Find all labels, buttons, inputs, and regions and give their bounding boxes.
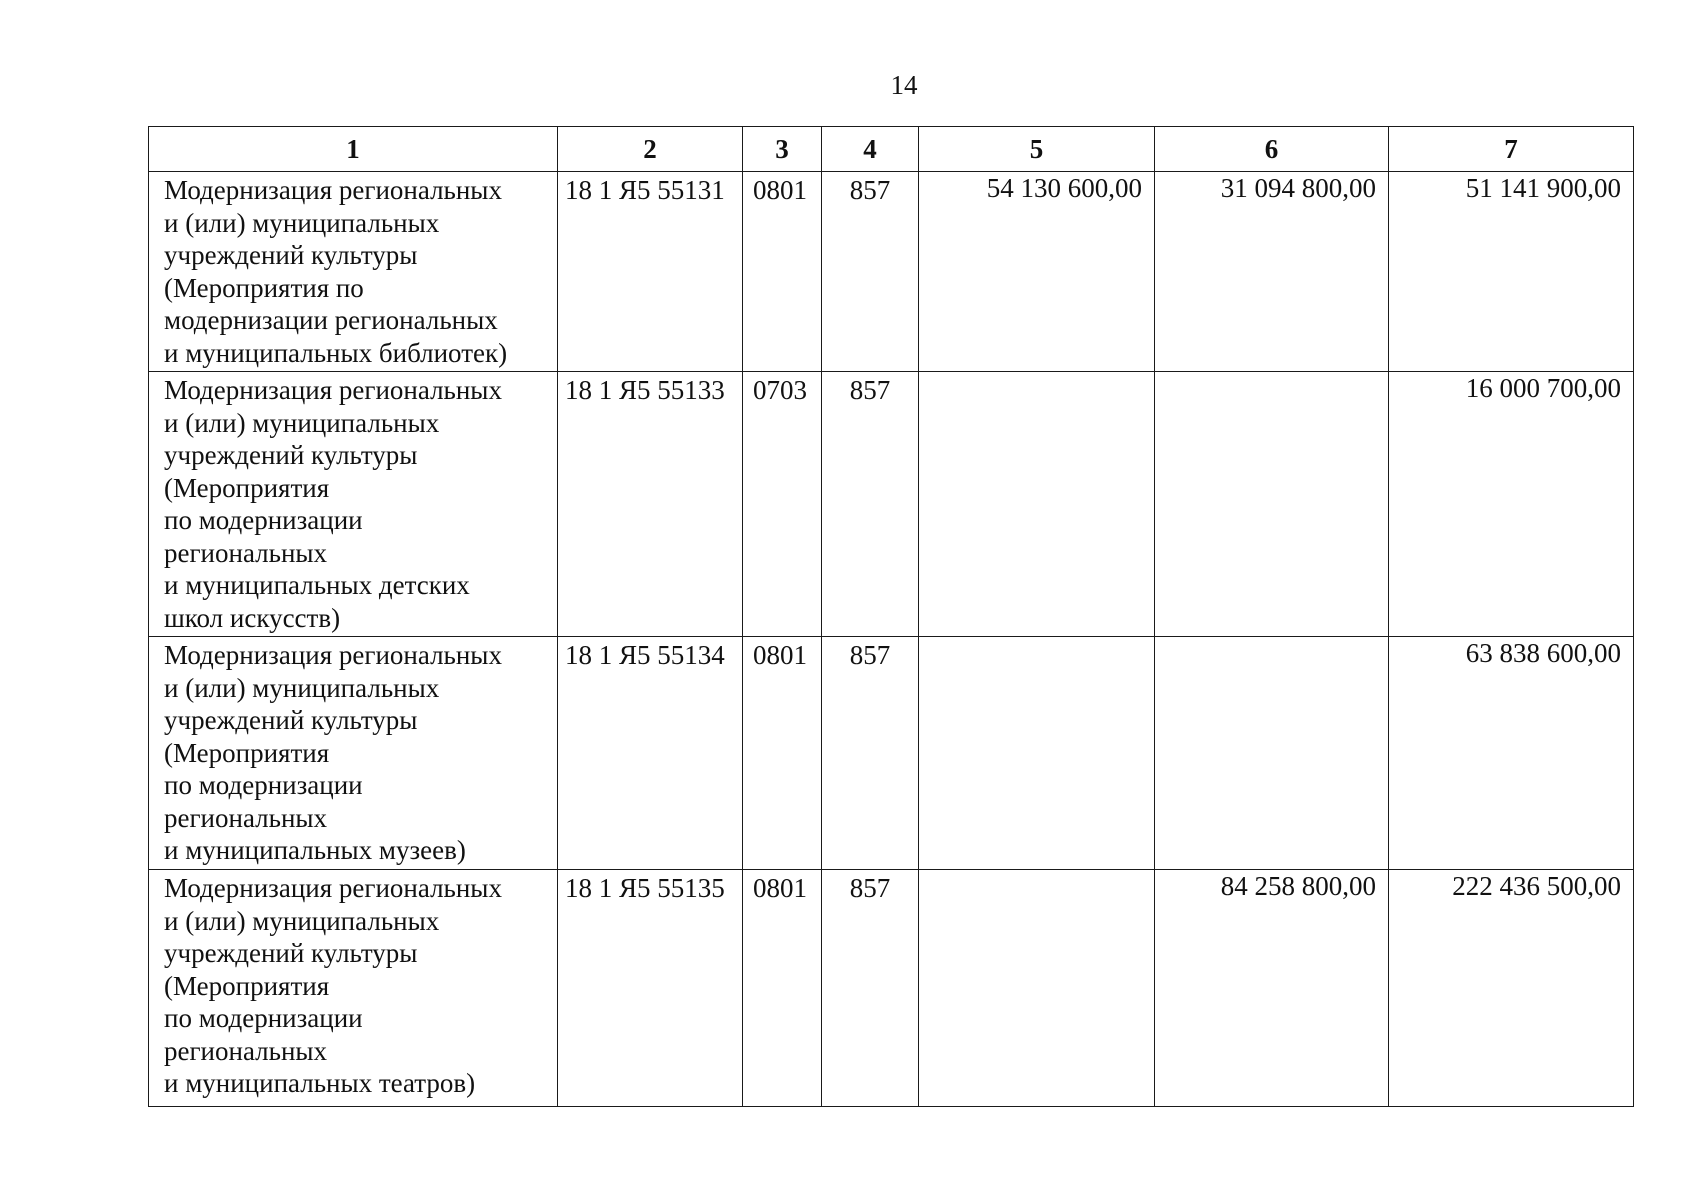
page-number: 14 bbox=[890, 70, 918, 100]
header-col-3: 3 bbox=[743, 127, 822, 172]
header-col-2: 2 bbox=[558, 127, 743, 172]
header-col-7: 7 bbox=[1389, 127, 1634, 172]
row-name: Модернизация региональных и (или) муниципальных учреждений культуры (Мероприятия по модернизации региональных и муниципальных библиотек) bbox=[149, 172, 558, 372]
row-name: Модернизация региональных и (или) муниципальных учреждений культуры (Мероприятия по модернизации региональных и муниципальных театров) bbox=[149, 870, 558, 1107]
row-grbs: 857 bbox=[822, 870, 919, 1107]
row-value-7: 16 000 700,00 bbox=[1389, 372, 1634, 637]
row-code: 18 1 Я5 55134 bbox=[558, 637, 743, 870]
row-section: 0801 bbox=[743, 637, 822, 870]
row-value-6: 84 258 800,00 bbox=[1155, 870, 1389, 1107]
header-col-4: 4 bbox=[822, 127, 919, 172]
row-name: Модернизация региональных и (или) муниципальных учреждений культуры (Мероприятия по модернизации региональных и муниципальных детских школ искусств) bbox=[149, 372, 558, 637]
row-value-7: 63 838 600,00 bbox=[1389, 637, 1634, 870]
row-section: 0801 bbox=[743, 172, 822, 372]
row-section: 0703 bbox=[743, 372, 822, 637]
header-col-5: 5 bbox=[919, 127, 1155, 172]
table-row bbox=[149, 372, 1634, 637]
table-row bbox=[149, 870, 1634, 1107]
row-value-7: 51 141 900,00 bbox=[1389, 172, 1634, 372]
row-grbs: 857 bbox=[822, 372, 919, 637]
row-value-6: 31 094 800,00 bbox=[1155, 172, 1389, 372]
row-code: 18 1 Я5 55133 bbox=[558, 372, 743, 637]
row-code: 18 1 Я5 55135 bbox=[558, 870, 743, 1107]
row-value-6 bbox=[1155, 637, 1389, 870]
row-grbs: 857 bbox=[822, 172, 919, 372]
header-col-6: 6 bbox=[1155, 127, 1389, 172]
budget-table bbox=[148, 126, 1634, 1107]
row-value-6 bbox=[1155, 372, 1389, 637]
table-row bbox=[149, 172, 1634, 372]
row-name: Модернизация региональных и (или) муниципальных учреждений культуры (Мероприятия по модернизации региональных и муниципальных музеев) bbox=[149, 637, 558, 870]
table-row bbox=[149, 637, 1634, 870]
header-col-1: 1 bbox=[149, 127, 558, 172]
row-grbs: 857 bbox=[822, 637, 919, 870]
row-code: 18 1 Я5 55131 bbox=[558, 172, 743, 372]
table-header-row bbox=[149, 127, 1634, 172]
row-section: 0801 bbox=[743, 870, 822, 1107]
row-value-5 bbox=[919, 870, 1155, 1107]
row-value-5 bbox=[919, 372, 1155, 637]
row-value-7: 222 436 500,00 bbox=[1389, 870, 1634, 1107]
row-value-5 bbox=[919, 637, 1155, 870]
row-value-5: 54 130 600,00 bbox=[919, 172, 1155, 372]
